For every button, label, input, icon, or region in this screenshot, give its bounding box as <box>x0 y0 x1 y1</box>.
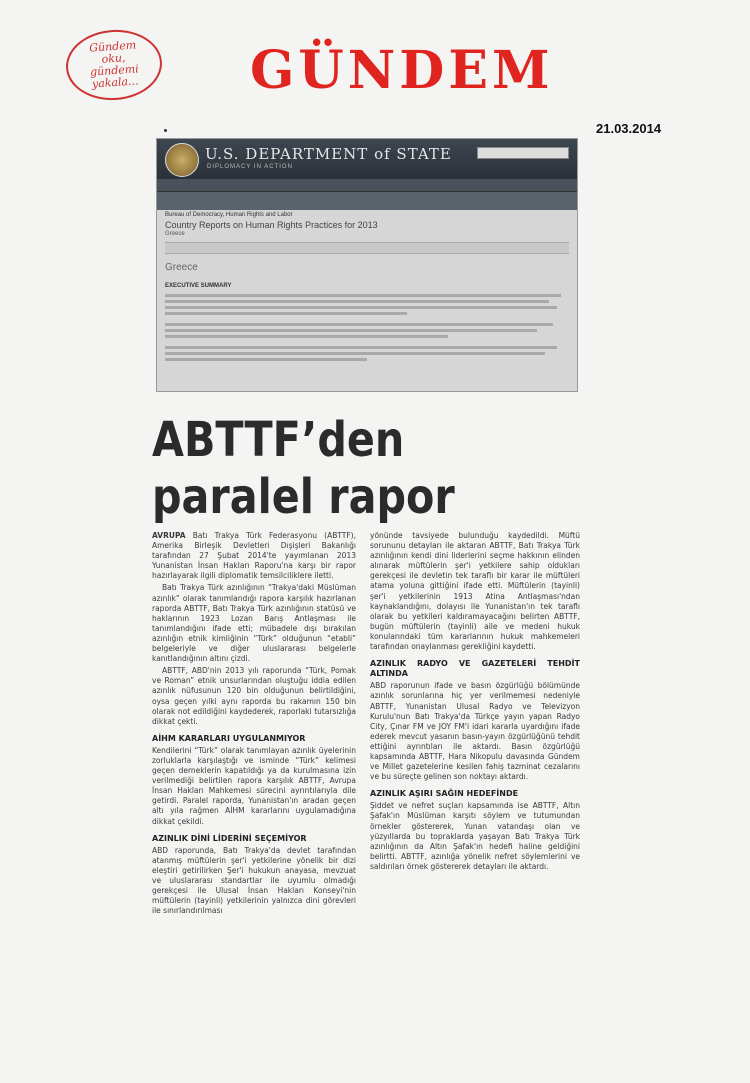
headline-line-1: ABTTF’den <box>152 412 405 468</box>
article-column-2 <box>370 531 580 874</box>
publication-date: 21.03.2014 <box>596 121 662 136</box>
subheading: AZINLIK AŞIRI SAĞIN HEDEFİNDE <box>370 789 519 799</box>
paragraph: ABD raporunda, Batı Trakya'da devlet tarafından atanmış müftülerin şer'i yetkilerine yönelik bir dizi eleştiri getirilirken Şer'i hukukun anayasa, mevzuat ve uluslararası standartlar ile uyumlu olmadığı gerekçesi ile Ulusal İnsan Hakları Konseyi'nin müftülerin (tayinli) yetkilerinin yalnızca dini görevleri ile sınırlandırılması <box>152 845 356 916</box>
dot-mark <box>164 129 167 132</box>
screenshot-breadcrumb: Bureau of Democracy, Human Rights and Labor <box>165 212 293 218</box>
screenshot-country-heading: Greece <box>165 262 198 273</box>
screenshot-site-title: U.S. DEPARTMENT of STATE <box>205 145 452 163</box>
subheading: AZINLIK DİNİ LİDERİNİ SEÇEMİYOR <box>152 833 307 843</box>
paragraph: Şiddet ve nefret suçları kapsamında ise ABTTF, Altın Şafak'ın Müslüman karşıtı söylem ve tutumundan örnekler göstererek, Yunan vatandaşı olan ve yüzyıllarda bu topraklarda yaşayan Batı Trakya Türk azınlığının da Altın Şafak'ın hedefi haline geldiğini belirtti. ABTTF, azınlığa yönelik nefret söylemlerini ve saldırıları örnek göstererek detayları ile aktardı. <box>370 801 580 871</box>
state-department-screenshot <box>156 138 578 392</box>
subheading: AZINLIK RADYO VE GAZETELERİ TEHDİT ALTINDA <box>370 659 580 679</box>
paragraph: ABD raporunun ifade ve basın özgürlüğü bölümünde azınlık sorunlarına hiç yer verilmemesi nedeniyle ABTTF, Yunanistan Ulusal Radyo ve Televizyon Kurulu'nun Batı Trakya'da Türkçe yayın yapan Radyo City, Çınar FM ve JOY FM'i idari kararla uyardığını ifade ederek mevcut yasanın basın-yayın özgürlüğünü tehdit ettiğini ayrıntıları ile aktardı. Basın özgürlüğü kapsamında ABTTF, Hara Nikopulu davasında Gündem ve Millet gazetelerine kesilen fahiş tazminat cezalarını ve bu süreçte gelinen son noktayı aktardı. <box>370 681 580 782</box>
article-headline <box>152 412 513 526</box>
article-column-1 <box>152 531 356 918</box>
screenshot-body-text <box>157 294 577 361</box>
screenshot-section-heading: EXECUTIVE SUMMARY <box>165 283 232 289</box>
screenshot-nav-bar <box>157 179 577 191</box>
screenshot-site-subtitle: DIPLOMACY IN ACTION <box>207 164 293 170</box>
paragraph: Batı Trakya Türk azınlığının “Trakya'daki Müslüman azınlık” olarak tanımlandığı rapora karşılık hazırlanan raporda ABTTF, Batı Trakya Türk azınlığının statüsü ve haklarının 1923 Lozan Barış Antlaşması ile tanımlandığını ifade etti; mübadele dışı bırakılan azınlığın etnik kimliğinin “Türk” olduğunun “etabli” belgeleriyle ve diğer uluslararası belgelerle kanıtlandığının altını çizdi. <box>152 583 356 664</box>
gundem-logo-seal <box>64 27 165 104</box>
logo-text: Gündem oku, gündemi yakala... <box>88 38 140 91</box>
subheading: AİHM KARARLARI UYGULANMIYOR <box>152 733 306 743</box>
screenshot-country-label: Greece <box>165 231 185 237</box>
paragraph: yönünde tavsiyede bulunduğu kaydedildi. Müftü sorununu detayları ile aktaran ABTTF, Batı Trakya Türk azınlığının kendi dini liderlerini seçme hakkının elinden alınarak müftülerin şer'i yetkilere sahip oldukları gerekçesi ile devletin tek taraflı bir karar ile müftüleri atama yoluna gittiğini ifade etti. Müftülerin (tayinli) şer'i yetkilerinin 1913 Atina Antlaşması'ndan kaynaklandığını, dolayısı ile Yunanistan'ın tek taraflı olarak bu yetkileri kaldıramayacağını belirten ABTTF, bugün müftülerin (tayinli) aile ve medeni hukuk konularındaki tüm kararlarının hukuk mahkemeleri tarafından onaylanması gerekliğini kaydetti. <box>370 531 580 652</box>
paragraph: ABTTF, ABD'nin 2013 yılı raporunda “Türk, Pomak ve Roman” etnik unsurlarından oluştuğu iddia edilen azınlık nüfusunun 120 bin olduğunun belirtildiğini, oysa geçen yılki aynı raporda bu rakamın 150 bin olarak not edildiğini kaydederek, raporlaki tutarsızlığa dikkat çekti. <box>152 666 356 726</box>
state-seal-icon <box>165 143 199 177</box>
newspaper-brand: GÜNDEM <box>250 40 554 101</box>
headline-line-2: paralel rapor <box>152 469 455 525</box>
paragraph: AVRUPA Batı Trakya Türk Federasyonu (ABTTF), Amerika Birleşik Devletleri Dışişleri Bakanlığı tarafından 27 Şubat 2014'te yayımlanan 2013 Yunanistan İnsan Hakları Raporu'na karşı bir rapor hazırlayarak ilgili diplomatik temsilciliklere iletti. <box>152 531 356 581</box>
screenshot-tab-strip <box>165 242 569 254</box>
screenshot-header <box>157 139 577 179</box>
screenshot-subnav-bar <box>157 191 577 210</box>
dateline: AVRUPA <box>152 531 186 540</box>
screenshot-search-box <box>477 147 569 159</box>
paragraph: Kendilerini “Türk” olarak tanımlayan azınlık üyelerinin zorluklarla karşılaştığı ve isminde “Türk” kelimesi geçen derneklerin kapatıldığı ya da kurulmasına izin verilmediği belirtilen rapora karşılık ABTTF, Avrupa İnsan Hakları Mahkemesi sürecini ayrıntılarıyla dile getirdi. Paralel raporda, Yunanistan'ın aradan geçen altı yıla rağmen AİHM kararlarını uygulamadığına dikkat çekildi. <box>152 745 356 826</box>
screenshot-report-title: Country Reports on Human Rights Practices for 2013 <box>165 220 378 230</box>
